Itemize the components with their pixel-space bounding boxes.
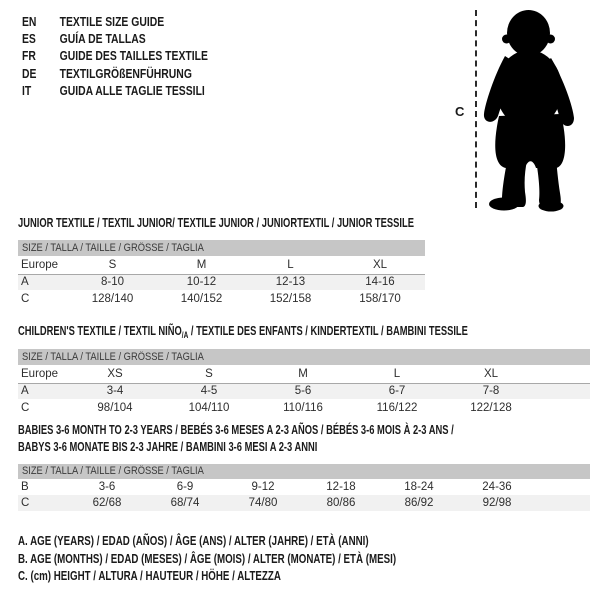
table-cell: 92/98 xyxy=(458,495,536,511)
table-cell: 74/80 xyxy=(224,495,302,511)
guide-title-it: GUIDA ALLE TAGLIE TESSILI xyxy=(59,82,205,98)
babies-row-height xyxy=(18,495,590,511)
table-cell: 104/110 xyxy=(188,401,230,414)
children-size-header-bar: SIZE / TALLA / TAILLE / GRÖSSE / TAGLIA xyxy=(18,349,590,365)
table-cell: 8-10 xyxy=(68,274,157,290)
guide-title-fr: GUIDE DES TAILLES TEXTILE xyxy=(59,48,208,64)
spacer-cell xyxy=(538,365,590,383)
spacer-cell xyxy=(536,495,590,511)
table-cell: 12-13 xyxy=(246,274,335,290)
table-cell: 10-12 xyxy=(157,274,246,290)
table-cell: 110/116 xyxy=(283,401,323,414)
language-code: FR xyxy=(22,48,36,64)
junior-row-age xyxy=(18,274,425,290)
table-cell: 6-9 xyxy=(176,481,194,493)
height-dashed-line xyxy=(475,10,477,208)
children-size-table xyxy=(18,365,590,416)
children-section-title: CHILDREN'S TEXTILE / TEXTIL $NIÑO_{/A}$ / TEXTILE DES ENFANTS / KINDERTEXTIL / BAMBINI TESSILE xyxy=(18,323,468,340)
guide-title-es: GUÍA DE TALLAS xyxy=(59,31,146,47)
language-code: DE xyxy=(22,65,37,81)
spacer-cell xyxy=(538,383,590,399)
row-label: C xyxy=(21,401,30,414)
column-header: L xyxy=(350,365,444,383)
language-code: IT xyxy=(22,82,32,98)
table-cell: 3-6 xyxy=(98,481,116,493)
footnote-a: A. AGE (YEARS) / EDAD (AÑOS) / ÂGE (ANS) / ALTER (JAHRE) / ETÀ (ANNI) xyxy=(18,533,369,548)
table-cell: 3-4 xyxy=(68,383,162,399)
column-header: XL xyxy=(335,256,425,274)
table-cell: 7-8 xyxy=(444,383,538,399)
footnote-b: B. AGE (MONTHS) / EDAD (MESES) / ÂGE (MOIS) / ALTER (MONATE) / ETÀ (MESI) xyxy=(18,550,397,566)
junior-section-title: JUNIOR TEXTILE / TEXTIL JUNIOR/ TEXTILE JUNIOR / JUNIORTEXTIL / JUNIOR TESSILE xyxy=(18,215,414,230)
children-column-header-row xyxy=(18,365,590,383)
table-cell: 116/122 xyxy=(376,401,418,414)
table-cell: 122/128 xyxy=(470,401,512,414)
table-cell: 5-6 xyxy=(256,383,350,399)
language-title-list xyxy=(22,13,254,99)
table-cell: 98/104 xyxy=(97,401,133,414)
table-cell: 24-36 xyxy=(482,481,512,493)
column-header: M xyxy=(157,256,246,274)
column-header: S xyxy=(162,365,256,383)
toddler-silhouette-image xyxy=(479,8,597,212)
table-cell: 6-7 xyxy=(350,383,444,399)
table-cell: 62/68 xyxy=(68,495,146,511)
footnote-c: C. (cm) HEIGHT / ALTURA / HAUTEUR / HÖHE / ALTEZZA xyxy=(18,568,281,584)
table-cell: 158/170 xyxy=(359,292,401,305)
spacer-cell xyxy=(536,479,590,495)
column-header: S xyxy=(68,256,157,274)
table-cell: 9-12 xyxy=(251,481,275,493)
table-cell: 80/86 xyxy=(302,495,380,511)
table-cell: 4-5 xyxy=(162,383,256,399)
row-label: C xyxy=(21,292,30,305)
babies-size-table xyxy=(18,479,590,511)
column-header: XL xyxy=(444,365,538,383)
column-header: M xyxy=(256,365,350,383)
language-code: EN xyxy=(22,14,37,29)
children-row-height xyxy=(18,399,590,416)
table-cell: 86/92 xyxy=(380,495,458,511)
language-code: ES xyxy=(22,31,36,47)
junior-row-height xyxy=(18,290,425,307)
table-cell: 14-16 xyxy=(335,274,425,290)
junior-size-table xyxy=(18,256,425,307)
spacer-cell xyxy=(538,399,590,416)
junior-size-header-bar: SIZE / TALLA / TAILLE / GRÖSSE / TAGLIA xyxy=(18,240,425,256)
height-marker-label: C xyxy=(455,104,465,119)
row-label: B xyxy=(21,481,29,493)
column-header: XS xyxy=(68,365,162,383)
table-cell: 152/158 xyxy=(269,292,312,305)
column-header: Europe xyxy=(18,256,68,274)
column-header: Europe xyxy=(18,365,68,383)
column-header: L xyxy=(246,256,335,274)
babies-row-months xyxy=(18,479,590,495)
table-cell: 140/152 xyxy=(180,292,223,305)
junior-column-header-row xyxy=(18,256,425,274)
table-cell: 68/74 xyxy=(146,495,224,511)
table-cell: 128/140 xyxy=(91,292,134,305)
babies-section-title: BABIES 3-6 MONTH TO 2-3 YEARS / BEBÉS 3-6 MESES A 2-3 AÑOS / BÉBÉS 3-6 MOIS À 2-3 ANS / BABYS 3-6 MONATE BIS 2-3 JAHRE / BAMBINI 3-6 MESI A 2-3 ANNI xyxy=(18,422,454,454)
row-label: A xyxy=(18,274,68,290)
table-cell: 12-18 xyxy=(326,481,356,493)
babies-size-header-bar: SIZE / TALLA / TAILLE / GRÖSSE / TAGLIA xyxy=(18,464,590,479)
row-label: A xyxy=(18,383,68,399)
table-cell: 18-24 xyxy=(404,481,434,493)
guide-title-en: TEXTILE SIZE GUIDE xyxy=(59,14,165,29)
guide-title-de: TEXTILGRÖßENFÜHRUNG xyxy=(59,65,192,81)
legend-footnotes xyxy=(18,532,522,585)
title-subscript: /A xyxy=(181,330,189,340)
row-label: C xyxy=(18,495,68,511)
children-row-age xyxy=(18,383,590,399)
